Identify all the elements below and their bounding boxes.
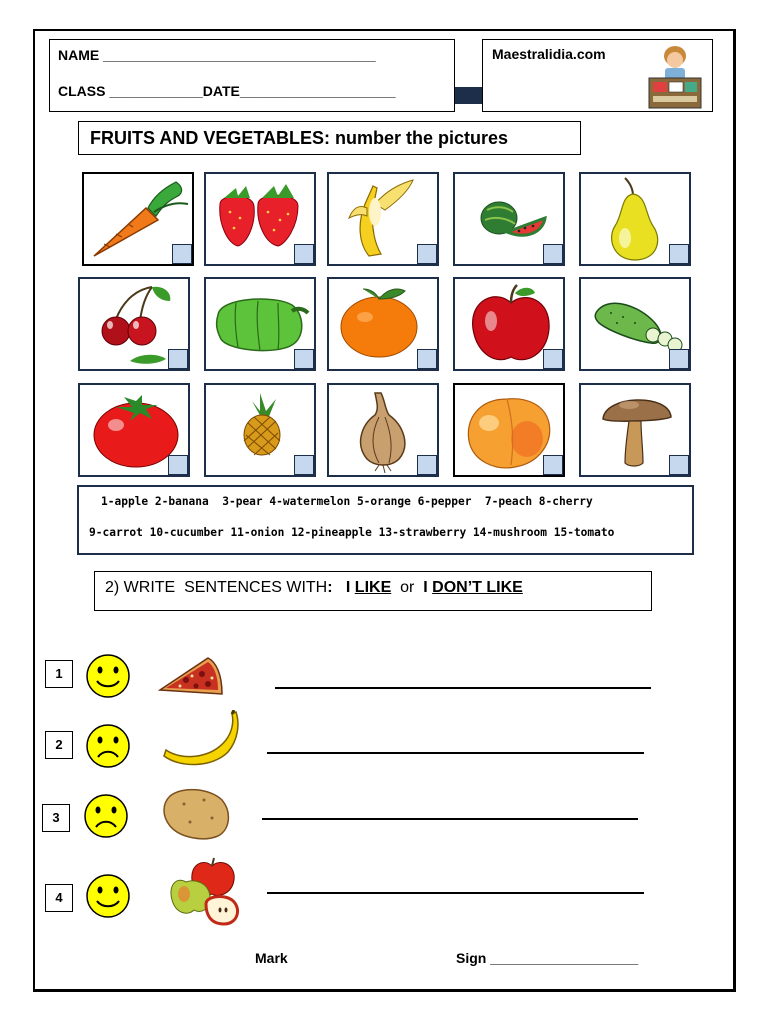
sign-field[interactable]: Sign ___________________ xyxy=(456,950,639,966)
name-field[interactable]: NAME ___________________________________ xyxy=(58,47,376,63)
picture-tile-strawberry xyxy=(204,172,316,266)
picture-tile-pineapple xyxy=(204,383,316,477)
answer-line[interactable] xyxy=(262,818,638,820)
answer-box[interactable] xyxy=(543,244,563,264)
answer-box[interactable] xyxy=(543,349,563,369)
number-key-line-1: 1-apple 2-banana 3-pear 4-watermelon 5-orange 6-pepper 7-peach 8-cherry xyxy=(101,495,593,508)
answer-box[interactable] xyxy=(417,244,437,264)
picture-tile-watermelon xyxy=(453,172,565,266)
picture-tile-tomato xyxy=(78,383,190,477)
section2-instruction: 2) WRITE SENTENCES WITH: I LIKE or I DON’T LIKE xyxy=(94,571,652,611)
banana-icon xyxy=(160,710,240,768)
picture-tile-carrot xyxy=(82,172,194,266)
picture-tile-onion xyxy=(327,383,439,477)
picture-tile-apple xyxy=(453,277,565,371)
item-number: 1 xyxy=(45,660,73,688)
happy-face-icon xyxy=(84,872,132,920)
answer-line[interactable] xyxy=(275,687,651,689)
pizza-icon xyxy=(156,654,226,698)
section1-title: FRUITS AND VEGETABLES: number the pictures xyxy=(90,128,509,148)
answer-box[interactable] xyxy=(417,455,437,475)
picture-tile-peach xyxy=(453,383,565,477)
number-key-box xyxy=(77,485,694,555)
picture-tile-pear xyxy=(579,172,691,266)
teacher-icon xyxy=(645,44,705,112)
happy-face-icon xyxy=(84,652,132,700)
answer-box[interactable] xyxy=(669,455,689,475)
item-number: 3 xyxy=(42,804,70,832)
picture-tile-cherry xyxy=(78,277,190,371)
apples-icon xyxy=(166,854,246,926)
answer-box[interactable] xyxy=(294,244,314,264)
answer-line[interactable] xyxy=(267,752,644,754)
class-date-field[interactable]: CLASS ____________DATE____________________ xyxy=(58,83,396,99)
item-number: 4 xyxy=(45,884,73,912)
mark-label: Mark xyxy=(255,950,288,966)
sad-face-icon xyxy=(82,792,130,840)
sad-face-icon xyxy=(84,722,132,770)
answer-box[interactable] xyxy=(172,244,192,264)
picture-tile-mushroom xyxy=(579,383,691,477)
picture-tile-pepper xyxy=(204,277,316,371)
number-key-line-2: 9-carrot 10-cucumber 11-onion 12-pineapple 13-strawberry 14-mushroom 15-tomato xyxy=(89,526,615,539)
picture-tile-cucumber xyxy=(579,277,691,371)
answer-box[interactable] xyxy=(669,244,689,264)
answer-box[interactable] xyxy=(168,349,188,369)
answer-box[interactable] xyxy=(168,455,188,475)
header-divider-block xyxy=(455,87,483,104)
picture-tile-orange xyxy=(327,277,439,371)
answer-box[interactable] xyxy=(294,349,314,369)
answer-box[interactable] xyxy=(543,455,563,475)
potato-icon xyxy=(160,786,232,840)
answer-box[interactable] xyxy=(669,349,689,369)
item-number: 2 xyxy=(45,731,73,759)
site-name: Maestralidia.com xyxy=(492,46,606,62)
answer-line[interactable] xyxy=(267,892,644,894)
picture-tile-banana xyxy=(327,172,439,266)
answer-box[interactable] xyxy=(417,349,437,369)
answer-box[interactable] xyxy=(294,455,314,475)
